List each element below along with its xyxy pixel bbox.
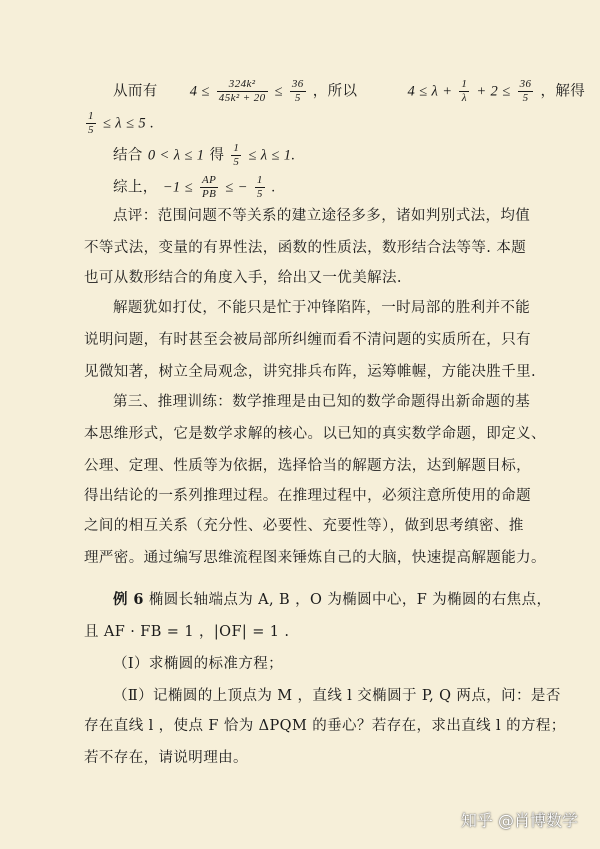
equation-line-4 (113, 174, 276, 201)
numerator: AP (201, 174, 217, 186)
text-span: 椭圆长轴端点为 A, B ，O 为椭圆中心，F 为椭圆的右焦点， (148, 592, 552, 608)
text-span: ，解得 (540, 83, 586, 100)
equation-line-2 (84, 110, 154, 137)
example-label: 例 6 (113, 591, 144, 608)
numerator: 1 (461, 78, 468, 90)
question-2-cont: 存在直线 l ，使点 F 恰为 ΔPQM 的垂心？若存在，求出直线 l 的方程； (84, 718, 566, 734)
fraction (255, 174, 265, 201)
denominator: 5 (256, 188, 263, 200)
paragraph-line: 本思维形式，它是数学求解的核心。以已知的真实数学命题，即定义、 (84, 426, 546, 442)
fraction (86, 110, 96, 137)
math-span: . (271, 179, 276, 196)
example-heading (113, 590, 551, 610)
fraction (518, 78, 534, 105)
text-span: 综上， (113, 179, 158, 196)
paragraph-line: 理严密。通过编写思维流程图来锤炼自己的大脑，快速提高解题能力。 (84, 550, 546, 566)
paragraph-line: 不等式法，变量的有界性法，函数的性质法，数形结合法等等. 本题 (84, 240, 527, 256)
numerator: 1 (256, 174, 263, 186)
question-1: （Ⅰ）求椭圆的标准方程； (113, 656, 284, 672)
math-span: 4 ≤ λ + (407, 83, 453, 100)
watermark: 知乎 @肖博数学 (460, 811, 578, 830)
math-span: ≤ λ ≤ 5 . (102, 115, 155, 132)
math-span: ≤ λ ≤ 1. (248, 147, 296, 164)
numerator: 1 (233, 142, 240, 154)
text-span: ，所以 (312, 83, 358, 100)
denominator: 5 (233, 156, 240, 168)
math-span: 0 < λ ≤ 1 (147, 147, 205, 164)
text-span: 得 (209, 147, 225, 164)
fraction (290, 78, 306, 105)
paragraph-line: 解题犹如打仗，不能只是忙于冲锋陷阵，一时局部的胜利并不能 (113, 300, 531, 316)
numerator: 324k² (217, 78, 268, 92)
numerator: 36 (519, 78, 532, 90)
numerator: 36 (291, 78, 304, 90)
fraction (231, 142, 241, 169)
paragraph-line: 第三、推理训练：数学推理是由已知的数学命题得出新命题的基 (113, 394, 531, 410)
paragraph-line: 见微知著，树立全局观念，讲究排兵布阵，运筹帷幄，方能决胜千里. (84, 364, 537, 380)
denominator: λ (461, 92, 467, 104)
paragraph-line: 点评：范围问题不等关系的建立途径多多，诸如判别式法，均值 (113, 208, 531, 224)
denominator: 45k² + 20 (218, 92, 266, 104)
paragraph-line: 之间的相互关系（充分性、必要性、充要性等），做到思考缜密、推 (84, 518, 524, 534)
denominator: 5 (294, 92, 301, 104)
paragraph-line: 公理、定理、性质等为依据，选择恰当的解题方法，达到解题目标， (84, 458, 531, 474)
math-span: + 2 ≤ (476, 83, 511, 100)
question-2: （Ⅱ）记椭圆的上顶点为 M ，直线 l 交椭圆于 P, Q 两点，问：是否 (113, 688, 561, 704)
denominator: PB (201, 188, 217, 200)
denominator: 5 (88, 124, 94, 136)
text-span: 从而有 (113, 83, 158, 100)
example-condition: 且 AF · FB = 1 ，|OF| = 1 . (84, 624, 290, 640)
math-span: ≤ (274, 83, 283, 100)
fraction (217, 78, 268, 105)
paragraph-line: 也可从数形结合的角度入手，给出又一优美解法. (84, 270, 402, 286)
math-span: 4 ≤ (189, 83, 210, 100)
equation-line-1 (113, 78, 585, 105)
paragraph-line: 说明问题，有时甚至会被局部所纠缠而看不清问题的实质所在，只有 (84, 332, 531, 348)
equation-line-3 (113, 142, 295, 169)
math-span: −1 ≤ (162, 179, 193, 196)
text-span: 结合 (113, 147, 143, 164)
math-span: ≤ − (225, 179, 248, 196)
paragraph-line: 得出结论的一系列推理过程。在推理过程中，必须注意所使用的命题 (84, 488, 531, 504)
numerator: 1 (88, 110, 94, 122)
fraction (459, 78, 469, 105)
question-2-cont: 若不存在，请说明理由。 (84, 750, 248, 766)
denominator: 5 (522, 92, 529, 104)
fraction (200, 174, 218, 201)
